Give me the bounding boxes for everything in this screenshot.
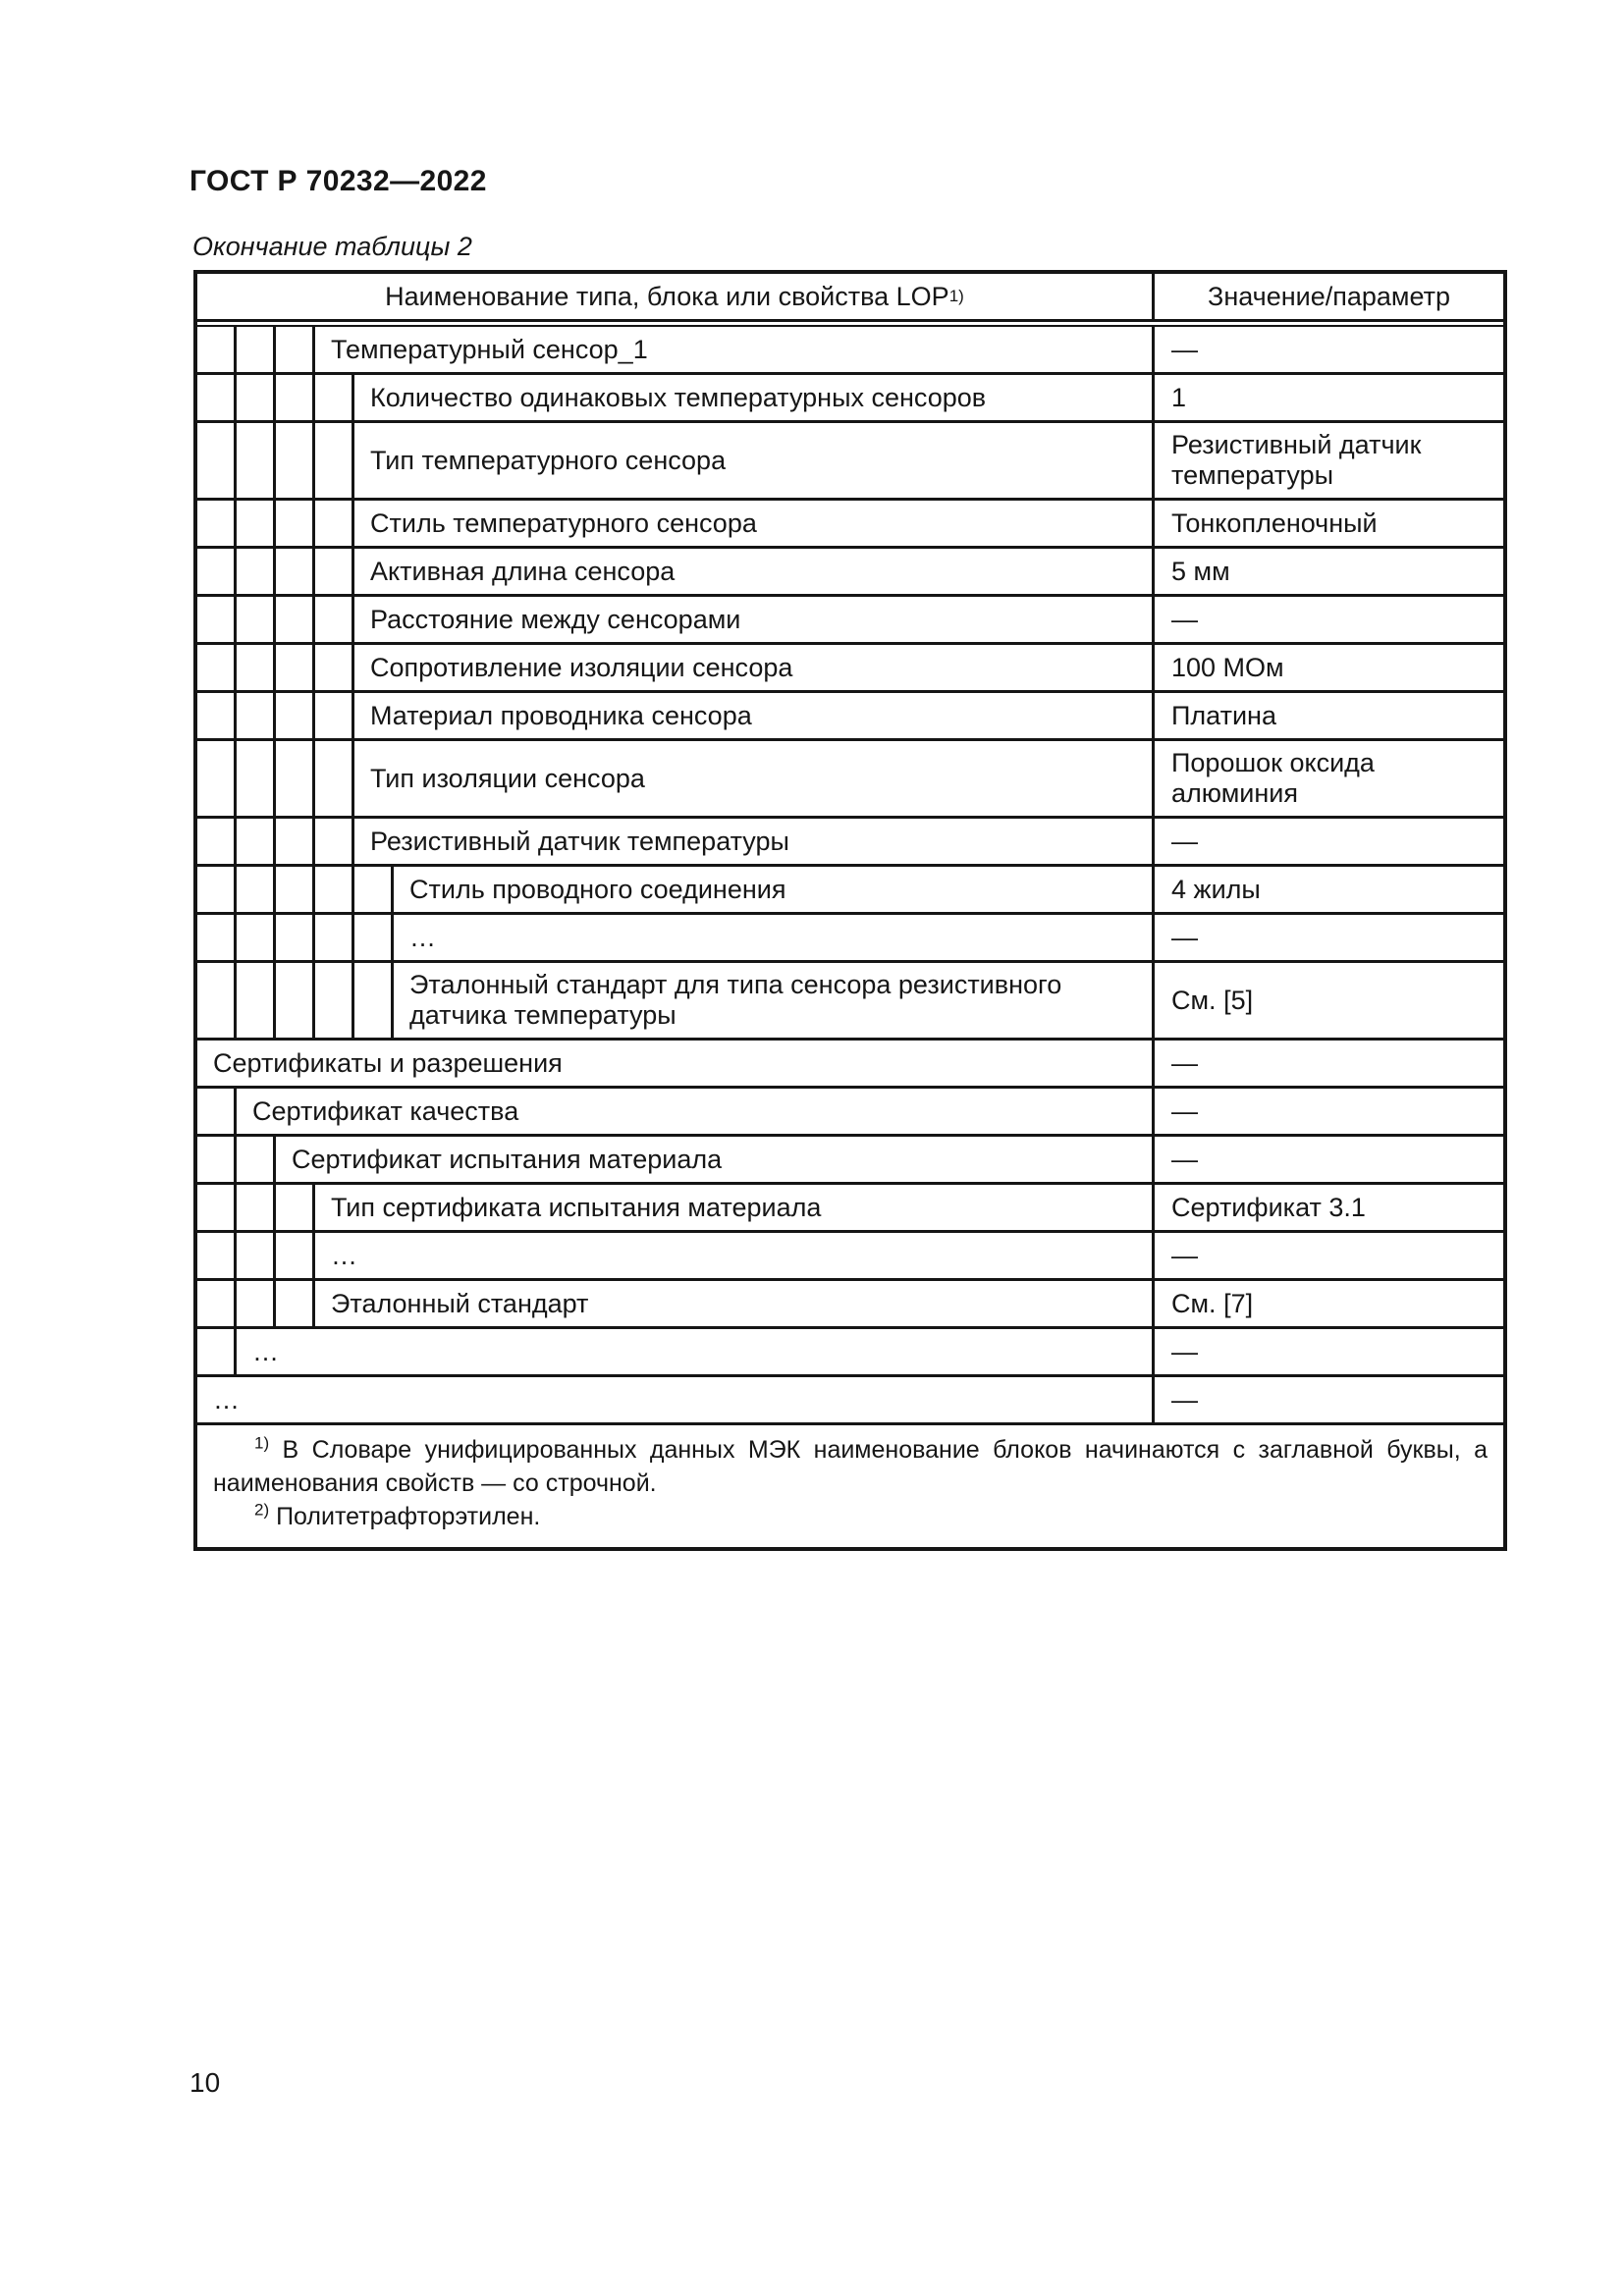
table-row [197, 864, 1503, 912]
indent-cell [237, 963, 276, 1038]
property-name-cell: Эталонный стандарт [315, 1281, 1155, 1326]
property-name-cell: … [315, 1233, 1155, 1278]
table-row [197, 642, 1503, 690]
property-value-cell: См. [7] [1171, 1288, 1254, 1318]
indent-cell [276, 741, 315, 816]
property-name-cell: Расстояние между сенсорами [354, 597, 1155, 642]
property-value-cell: 5 мм [1171, 556, 1230, 586]
footnote-2 [213, 1500, 1488, 1533]
indent-cell [276, 375, 315, 420]
indent-cell [237, 741, 276, 816]
property-value-cell: Резистивный датчик температуры [1171, 430, 1422, 490]
indent-cell [237, 501, 276, 546]
property-value-cell: — [1171, 826, 1198, 856]
indent-cell [237, 1233, 276, 1278]
indent-cell [197, 327, 237, 372]
property-value-cell: — [1171, 604, 1198, 634]
indent-cell [276, 327, 315, 372]
indent-cell [197, 867, 237, 912]
indent-cell [197, 741, 237, 816]
property-name-cell: Активная длина сенсора [354, 549, 1155, 594]
indent-cell [276, 693, 315, 738]
indent-cell [276, 915, 315, 960]
lop-properties-table [193, 270, 1507, 1551]
property-name-cell: Стиль температурного сенсора [354, 501, 1155, 546]
property-value-cell: 4 жилы [1171, 874, 1261, 904]
column-header-name: Наименование типа, блока или свойства LOP 1) [197, 274, 1155, 319]
indent-cell [237, 597, 276, 642]
indent-cell [315, 867, 354, 912]
footnote-1-marker: 1) [254, 1433, 270, 1453]
table-row [197, 1326, 1503, 1374]
table-row [197, 594, 1503, 642]
property-name-cell: Сопротивление изоляции сенсора [354, 645, 1155, 690]
indent-cell [197, 1233, 237, 1278]
table-row [197, 816, 1503, 864]
property-value-cell: 100 МОм [1171, 652, 1284, 682]
table-row [197, 1182, 1503, 1230]
table-row [197, 498, 1503, 546]
indent-cell [197, 1281, 237, 1326]
property-name-cell: Тип температурного сенсора [354, 423, 1155, 498]
property-value-cell: Порошок оксида алюминия [1171, 748, 1375, 808]
property-name-cell: Тип изоляции сенсора [354, 741, 1155, 816]
table-row [197, 420, 1503, 498]
indent-cell [237, 1185, 276, 1230]
indent-cell [197, 915, 237, 960]
indent-cell [315, 423, 354, 498]
footnote-2-marker: 2) [254, 1500, 270, 1520]
property-value-cell: Тонкопленочный [1171, 507, 1378, 538]
property-name-cell: Эталонный стандарт для типа сенсора резистивного датчика температуры [394, 963, 1155, 1038]
table-footnotes [197, 1422, 1503, 1547]
column-header-name-label: Наименование типа, блока или свойства LOP [385, 281, 949, 311]
indent-cell [315, 375, 354, 420]
property-value-cell: См. [5] [1171, 985, 1254, 1015]
property-value-cell: — [1171, 1144, 1198, 1174]
indent-cell [276, 819, 315, 864]
indent-cell [276, 501, 315, 546]
table-row [197, 690, 1503, 738]
indent-cell [276, 645, 315, 690]
table-row [197, 1038, 1503, 1086]
indent-cell [315, 963, 354, 1038]
property-name-cell: Тип сертификата испытания материала [315, 1185, 1155, 1230]
indent-cell [197, 423, 237, 498]
standard-code: ГОСТ Р 70232—2022 [189, 165, 487, 197]
indent-cell [237, 327, 276, 372]
column-header-value: Значение/параметр [1208, 281, 1450, 311]
property-name-cell: … [237, 1329, 1155, 1374]
table-header-row [197, 274, 1503, 319]
indent-cell [237, 1281, 276, 1326]
indent-cell [197, 1185, 237, 1230]
indent-cell [237, 375, 276, 420]
indent-cell [197, 1137, 237, 1182]
indent-cell [276, 1281, 315, 1326]
indent-cell [276, 597, 315, 642]
property-name-cell: Сертификат качества [237, 1089, 1155, 1134]
indent-cell [197, 819, 237, 864]
indent-cell [237, 423, 276, 498]
indent-cell [237, 549, 276, 594]
indent-cell [315, 645, 354, 690]
table-row [197, 738, 1503, 816]
property-value-cell: — [1171, 1384, 1198, 1415]
indent-cell [276, 1185, 315, 1230]
indent-cell [197, 597, 237, 642]
table-row [197, 1086, 1503, 1134]
property-value-cell: 1 [1171, 382, 1187, 412]
property-name-cell: Стиль проводного соединения [394, 867, 1155, 912]
indent-cell [354, 915, 394, 960]
table-body [197, 327, 1503, 1422]
indent-cell [315, 741, 354, 816]
indent-cell [197, 375, 237, 420]
property-name-cell: Температурный сенсор_1 [315, 327, 1155, 372]
indent-cell [276, 963, 315, 1038]
page-number: 10 [189, 2067, 221, 2098]
property-name-cell: Сертификат испытания материала [276, 1137, 1155, 1182]
indent-cell [315, 549, 354, 594]
indent-cell [315, 501, 354, 546]
table-row [197, 372, 1503, 420]
property-value-cell: — [1171, 1095, 1198, 1126]
indent-cell [197, 1329, 237, 1374]
property-value-cell: Сертификат 3.1 [1171, 1192, 1366, 1222]
indent-cell [315, 597, 354, 642]
indent-cell [276, 423, 315, 498]
indent-cell [354, 963, 394, 1038]
indent-cell [276, 867, 315, 912]
table-row [197, 960, 1503, 1038]
indent-cell [197, 693, 237, 738]
indent-cell [276, 549, 315, 594]
property-value-cell: — [1171, 1047, 1198, 1078]
indent-cell [315, 819, 354, 864]
property-value-cell: — [1171, 1240, 1198, 1270]
indent-cell [276, 1233, 315, 1278]
table-row [197, 546, 1503, 594]
indent-cell [197, 963, 237, 1038]
footnote-1 [213, 1433, 1488, 1500]
table-row [197, 1278, 1503, 1326]
footnote-1-text: В Словаре унифицированных данных МЭК наименование блоков начинаются с заглавной буквы, а наименования свойств — со строчной. [213, 1436, 1488, 1497]
property-name-cell: Резистивный датчик температуры [354, 819, 1155, 864]
property-value-cell: Платина [1171, 700, 1276, 730]
footnote-2-text: Политетрафторэтилен. [276, 1503, 541, 1530]
table-row [197, 1374, 1503, 1422]
property-name-cell: Сертификаты и разрешения [197, 1041, 1155, 1086]
indent-cell [237, 915, 276, 960]
indent-cell [237, 693, 276, 738]
property-value-cell: — [1171, 334, 1198, 364]
indent-cell [237, 1137, 276, 1182]
indent-cell [315, 915, 354, 960]
table-row [197, 327, 1503, 372]
table-row [197, 1230, 1503, 1278]
property-name-cell: … [197, 1377, 1155, 1422]
property-value-cell: — [1171, 1336, 1198, 1366]
indent-cell [197, 645, 237, 690]
indent-cell [197, 501, 237, 546]
property-name-cell: Количество одинаковых температурных сенсоров [354, 375, 1155, 420]
table-row [197, 1134, 1503, 1182]
indent-cell [237, 819, 276, 864]
table-row [197, 912, 1503, 960]
table-caption: Окончание таблицы 2 [192, 232, 472, 261]
property-name-cell: Материал проводника сенсора [354, 693, 1155, 738]
property-value-cell: — [1171, 922, 1198, 952]
indent-cell [197, 549, 237, 594]
indent-cell [197, 1089, 237, 1134]
indent-cell [315, 693, 354, 738]
indent-cell [354, 867, 394, 912]
indent-cell [237, 645, 276, 690]
indent-cell [237, 867, 276, 912]
property-name-cell: … [394, 915, 1155, 960]
